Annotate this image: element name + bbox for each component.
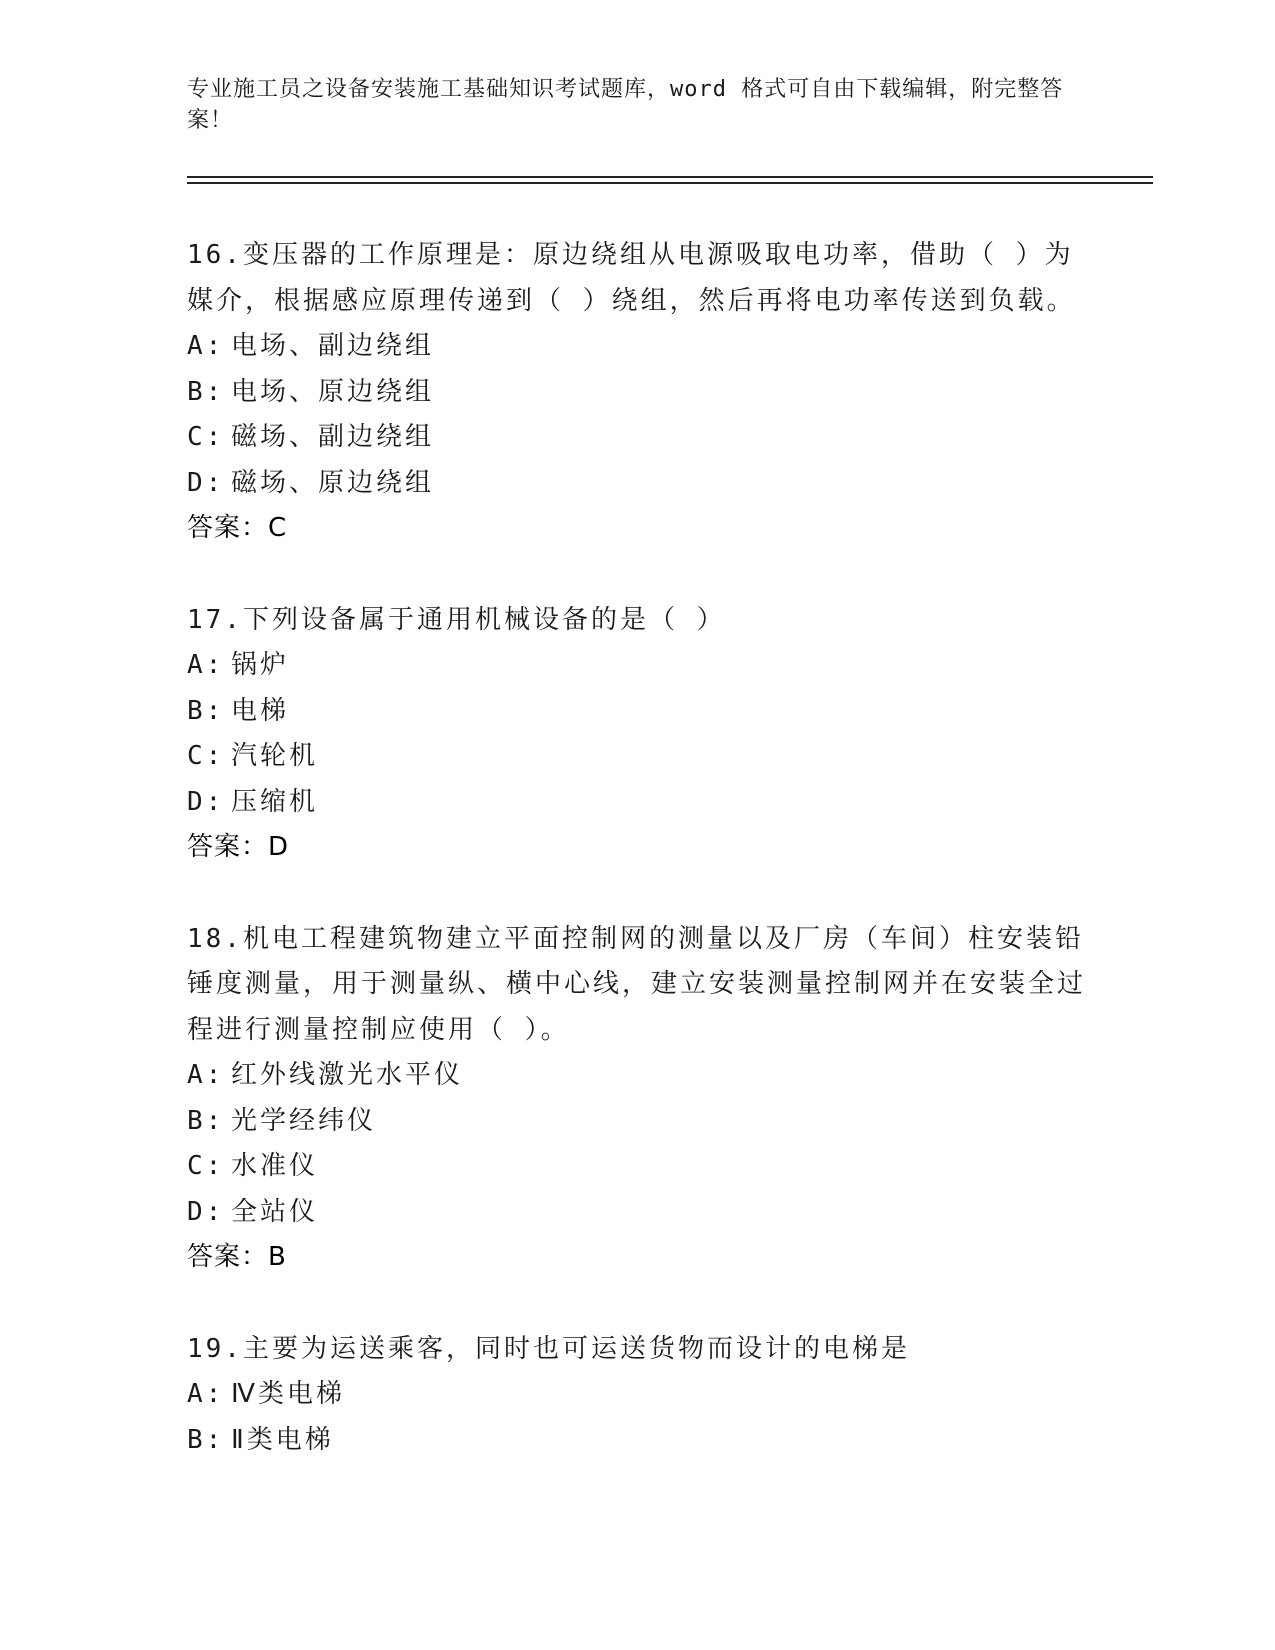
question-list	[187, 233, 1087, 1509]
question-16	[187, 233, 1087, 552]
option-key: B:	[187, 695, 225, 726]
question-text: 19.主要为运送乘客，同时也可运送货物而设计的电梯是	[187, 1333, 910, 1364]
option-key: B:	[187, 1105, 225, 1136]
option-text: 水准仪	[231, 1151, 319, 1181]
option-text: 红外线激光水平仪	[231, 1060, 464, 1090]
option-d	[187, 780, 1087, 826]
option-key: C:	[187, 422, 225, 452]
option-key: D:	[187, 467, 225, 498]
option-key: B:	[187, 1424, 225, 1455]
option-text: Ⅳ类电梯	[231, 1379, 345, 1409]
option-text: 磁场、副边绕组	[231, 422, 435, 452]
option-key: B:	[187, 376, 225, 407]
question-17	[187, 598, 1087, 871]
option-text: 汽轮机	[231, 741, 319, 771]
option-c	[187, 415, 1087, 461]
option-b	[187, 1418, 1087, 1464]
option-text: 锅炉	[231, 650, 290, 680]
option-d	[187, 461, 1087, 507]
option-key: C:	[187, 741, 225, 771]
option-key: A:	[187, 331, 225, 361]
option-text: Ⅱ类电梯	[231, 1424, 334, 1455]
header-divider-top	[187, 176, 1153, 178]
option-text: 电场、副边绕组	[231, 331, 435, 361]
option-c	[187, 1144, 1087, 1190]
option-a	[187, 324, 1087, 370]
option-key: D:	[187, 786, 225, 817]
question-18	[187, 917, 1087, 1281]
option-b	[187, 370, 1087, 416]
question-text: 18.机电工程建筑物建立平面控制网的测量以及厂房（车间）柱安装铅锤度测量，用于测量纵、横中心线，建立安装测量控制网并在安装全过程进行测量控制应使用（ ）。	[187, 923, 1087, 1045]
option-c	[187, 734, 1087, 780]
option-text: 全站仪	[231, 1196, 319, 1227]
document-header: 专业施工员之设备安装施工基础知识考试题库，word 格式可自由下载编辑，附完整答案！	[187, 77, 1064, 133]
option-a	[187, 1053, 1087, 1099]
option-b	[187, 1099, 1087, 1145]
option-key: A:	[187, 650, 225, 680]
answer-line: 答案：B	[187, 1242, 287, 1272]
option-d	[187, 1190, 1087, 1236]
option-key: C:	[187, 1151, 225, 1181]
option-text: 电场、原边绕组	[231, 376, 435, 407]
option-key: A:	[187, 1379, 225, 1409]
answer-line: 答案：D	[187, 832, 290, 862]
question-text: 17.下列设备属于通用机械设备的是（ ）	[187, 604, 726, 635]
option-text: 磁场、原边绕组	[231, 467, 435, 498]
option-key: A:	[187, 1060, 225, 1090]
option-key: D:	[187, 1196, 225, 1227]
answer-line: 答案：C	[187, 513, 288, 543]
option-b	[187, 689, 1087, 735]
question-text: 16.变压器的工作原理是：原边绕组从电源吸取电功率，借助（ ）为媒介，根据感应原理传递到（ ）绕组，然后再将电功率传送到负载。	[187, 240, 1076, 316]
option-text: 电梯	[231, 695, 290, 726]
option-a	[187, 1372, 1087, 1418]
option-a	[187, 643, 1087, 689]
header-divider-bottom	[187, 182, 1153, 184]
question-19	[187, 1327, 1087, 1464]
option-text: 光学经纬仪	[231, 1105, 377, 1136]
option-text: 压缩机	[231, 786, 319, 817]
